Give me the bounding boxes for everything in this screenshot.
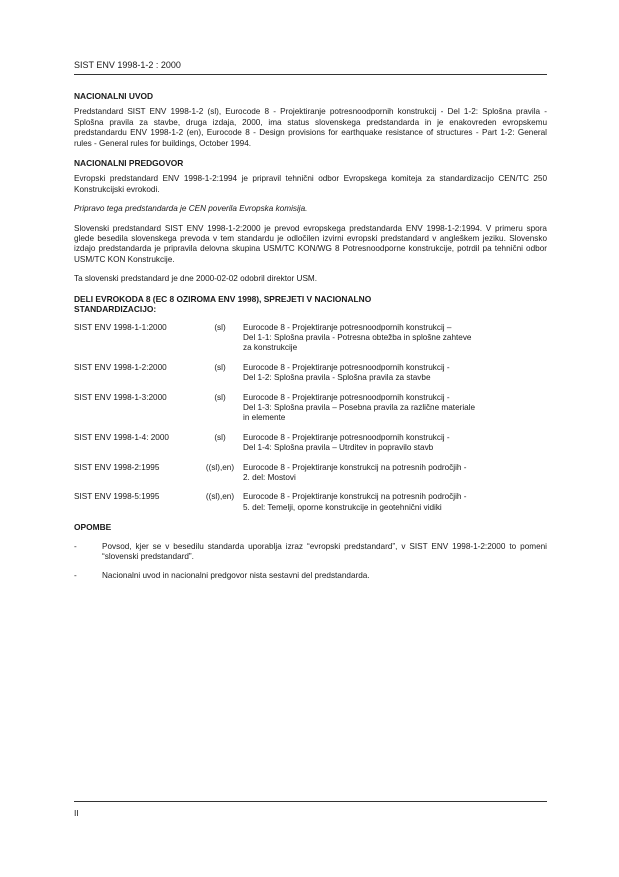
description-line: za konstrukcije: [243, 343, 298, 353]
note-text: Povsod, kjer se v besedilu standarda uporablja izraz “evropski predstandard”, v SIST ENV 1998-1-2:2000 to pomeni “slovenski predstandard”.: [102, 541, 547, 561]
nacionalni-uvod-section: [74, 91, 547, 149]
page-content: [74, 91, 547, 591]
page-number: II: [74, 808, 79, 818]
header-divider: [74, 74, 547, 75]
standards-table: [74, 323, 547, 514]
standard-code: SIST ENV 1998-1-1:2000: [74, 322, 167, 332]
description-line: in elemente: [243, 413, 286, 423]
standard-code: SIST ENV 1998-1-3:2000: [74, 392, 167, 402]
deli-heading-line-1: DELI EVROKODA 8 (EC 8 OZIROMA ENV 1998), SPREJETI V NACIONALNO: [74, 293, 372, 304]
standard-code: SIST ENV 1998-1-2:2000: [74, 362, 167, 372]
description-line: Eurocode 8 - Projektiranje potresnoodpornih konstrukcij -: [243, 362, 450, 372]
standard-row: [74, 492, 547, 513]
description-line: Del 1-3: Splošna pravila – Posebna pravila za različne materiale: [243, 402, 476, 412]
nacionalni-predgovor-heading: NACIONALNI PREDGOVOR: [74, 158, 184, 169]
nacionalni-uvod-text: Predstandard SIST ENV 1998-1-2 (sl), Eurocode 8 - Projektiranje potresnoodpornih konstrukcij - Del 1-2: Splošna pravila - Splošna pravila za stavbe, druga izdaja, 2000, ima status slovenskega predstandarda in je enakovreden evropskemu predstandardu ENV 1998-1-2 (en), Eurocode 8 - Design provisions for earthquake resistance of structures - Part 1-2: General rules - General rules for buildings, October 1994.: [74, 107, 547, 148]
deli-evrokoda-section: [74, 294, 547, 514]
standard-row: [74, 323, 547, 354]
nacionalni-predgovor-section: [74, 158, 547, 285]
standard-language: ((sl),en): [205, 462, 235, 472]
note-dash: -: [74, 541, 77, 551]
description-line: Del 1-4: Splošna pravila – Utrditev in popravilo stavb: [243, 443, 434, 453]
standard-row: [74, 433, 547, 454]
description-line: Eurocode 8 - Projektiranje potresnoodpornih konstrukcij –: [243, 322, 452, 332]
standard-description: [243, 323, 547, 354]
deli-evrokoda-heading: [74, 294, 547, 315]
note-item: [74, 542, 547, 563]
document-code-header: SIST ENV 1998-1-2 : 2000: [74, 60, 181, 70]
footer-divider: [74, 801, 547, 802]
standard-description: [243, 363, 547, 384]
standard-row: [74, 393, 547, 424]
description-line: Eurocode 8 - Projektiranje konstrukcij na potresnih področjih -: [243, 462, 467, 472]
description-line: Del 1-2: Splošna pravila - Splošna pravila za stavbe: [243, 373, 431, 383]
deli-heading-line-2: STANDARDIZACIJO:: [74, 304, 157, 315]
standard-language: (sl): [214, 362, 226, 372]
standard-language: (sl): [214, 432, 226, 442]
opombe-section: [74, 522, 547, 582]
standard-code: SIST ENV 1998-2:1995: [74, 462, 160, 472]
opombe-heading: OPOMBE: [74, 522, 112, 533]
standard-language: (sl): [214, 322, 226, 332]
standard-description: [243, 492, 547, 513]
standard-description: [243, 433, 547, 454]
predgovor-paragraph-4: Ta slovenski predstandard je dne 2000-02-02 odobril direktor USM.: [74, 274, 318, 284]
predgovor-paragraph-3: Slovenski predstandard SIST ENV 1998-1-2:2000 je prevod evropskega predstandarda ENV 1998-1-2:1994. V primeru spora glede besedila slovenskega prevoda v tem standardu je odločilen izvirni evropski predstandard v angleškem jeziku. Slovensko izdajo predstandarda je pripravila delovna skupina USM/TC KON/WG 8 Potresnoodporne konstrukcije, potrdil pa tehnični odbor USM/TC KON Konstrukcije.: [74, 223, 547, 264]
description-line: Eurocode 8 - Projektiranje potresnoodpornih konstrukcij -: [243, 432, 450, 442]
standard-description: [243, 463, 547, 484]
predgovor-paragraph-2: Pripravo tega predstandarda je CEN poverila Evropska komisija.: [74, 204, 308, 214]
note-text: Nacionalni uvod in nacionalni predgovor nista sestavni del predstandarda.: [102, 571, 370, 581]
nacionalni-uvod-heading: NACIONALNI UVOD: [74, 91, 154, 101]
standard-code: SIST ENV 1998-1-4: 2000: [74, 432, 169, 442]
standard-code: SIST ENV 1998-5:1995: [74, 492, 160, 502]
description-line: Del 1-1: Splošna pravila - Potresna obtežba in splošne zahteve: [243, 332, 472, 342]
standard-language: (sl): [214, 392, 226, 402]
description-line: 5. del: Temelji, oporne konstrukcije in geotehnični vidiki: [243, 502, 442, 512]
note-item: [74, 571, 547, 581]
predgovor-paragraph-1: Evropski predstandard ENV 1998-1-2:1994 je pripravil tehnični odbor Evropskega komiteja za standardizacijo CEN/TC 250 Konstrukcijski evrokodi.: [74, 174, 547, 194]
standard-language: ((sl),en): [205, 492, 235, 502]
standard-row: [74, 463, 547, 484]
description-line: 2. del: Mostovi: [243, 472, 296, 482]
standard-description: [243, 393, 547, 424]
note-dash: -: [74, 571, 77, 581]
standard-row: [74, 363, 547, 384]
description-line: Eurocode 8 - Projektiranje potresnoodpornih konstrukcij -: [243, 392, 450, 402]
description-line: Eurocode 8 - Projektiranje konstrukcij na potresnih področjih -: [243, 492, 467, 502]
